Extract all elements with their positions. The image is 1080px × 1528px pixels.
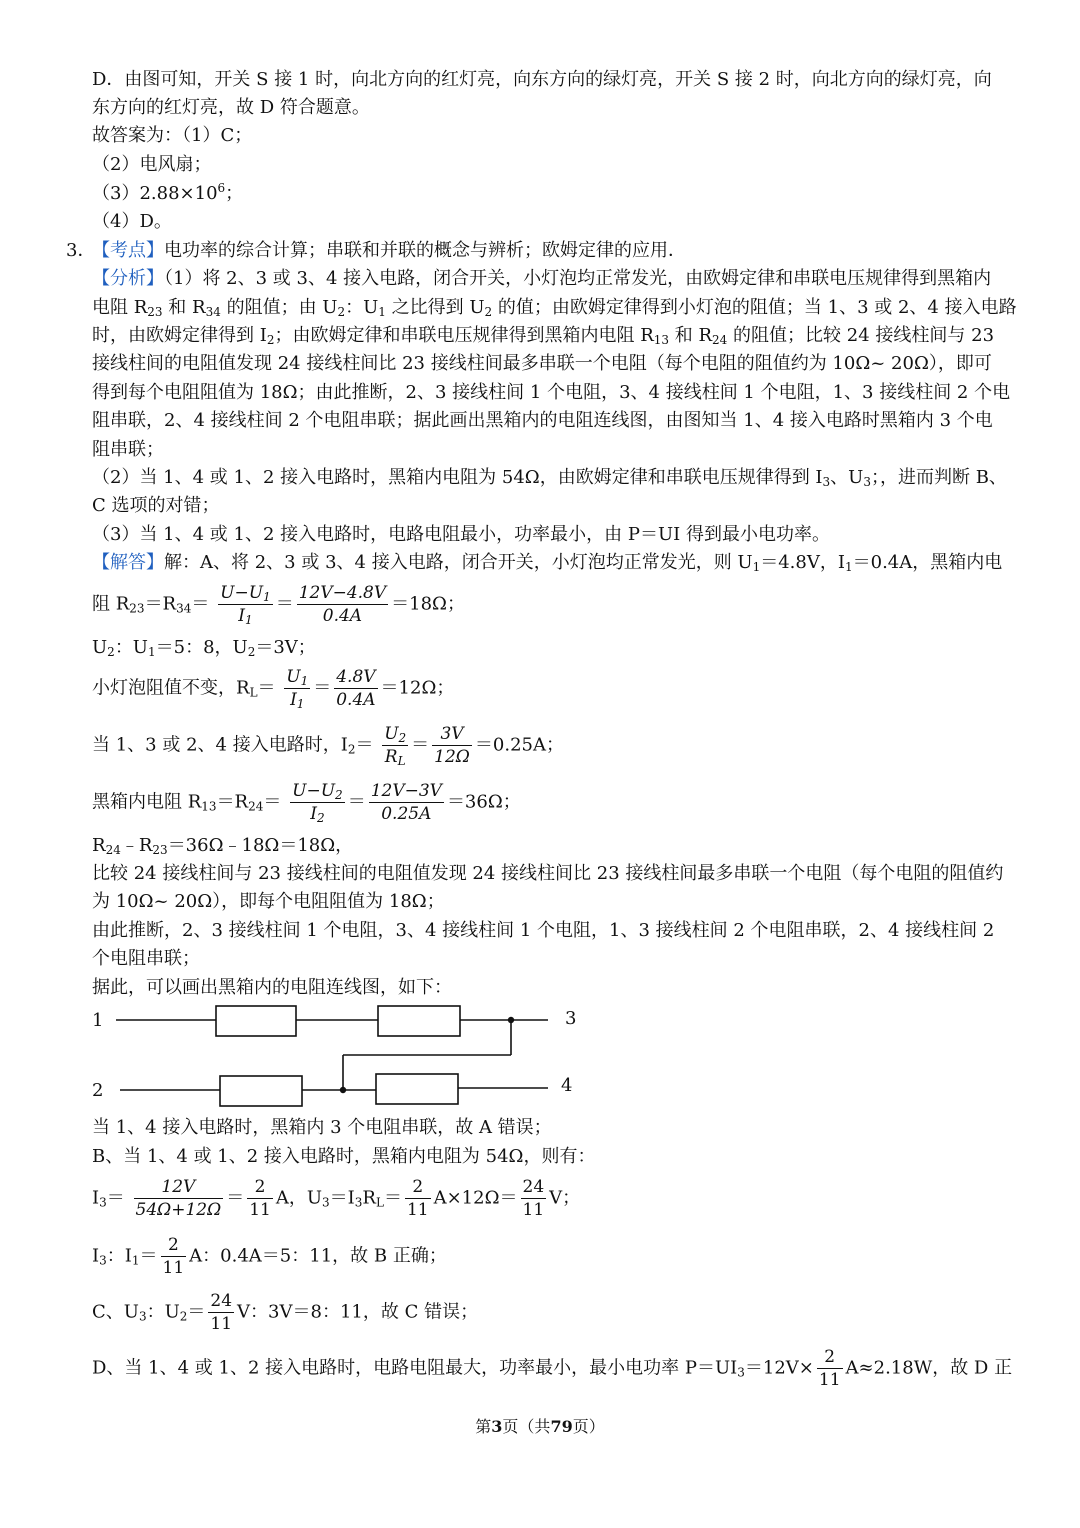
fenxi-line6: 阻串联，2、4 接线柱间 2 个电阻串联；据此画出黑箱内的电阻连线图，由图知当 1、4 接入电路时黑箱内 3 个电 [92,410,993,431]
text: U−U [292,781,336,801]
fraction [134,1176,224,1221]
text: 小灯泡阻值不变，R [92,677,250,699]
option-b-intro: B、当 1、4 或 1、2 接入电路时，黑箱内电阻为 54Ω，则有： [92,1146,596,1167]
text: ＝R [144,593,177,615]
text: 的阻值；比较 24 接线柱间与 23 [727,325,995,346]
fenxi-line3 [92,322,1022,350]
subscript: 1 [300,674,309,688]
text: I [92,1187,100,1209]
text: ＝ [139,1245,158,1267]
text: 之比得到 U [385,297,485,318]
answer-3-end: ； [225,183,244,204]
subscript: 1 [131,1253,140,1268]
fenxi-text1: （1）将 2、3 或 3、4 接入电路，闭合开关，小灯泡均正常发光，由欧姆定律和串联电压规律得到黑箱内 [164,268,992,289]
denominator: 0.25A [381,804,432,824]
terminal-1-label: 1 [92,1010,104,1031]
answer-3-exponent: 6 [217,181,226,195]
numerator: 2 [247,1176,273,1199]
text: ＝ [191,593,210,615]
text: ：U [146,1301,180,1323]
inference-line1: 由此推断，2、3 接线柱间 1 个电阻，3、4 接线柱间 1 个电阻，1、3 接线柱间 2 个电阻串联，2、4 接线柱间 2 [92,920,995,941]
text: ：U [114,637,148,658]
subscript: 2 [247,645,256,659]
equation-i3-ratio [92,1234,1022,1279]
numerator [290,780,345,803]
terminal-3-label: 3 [565,1008,577,1029]
denominator: 11 [162,1258,185,1278]
numerator [218,582,273,605]
subscript: 34 [176,601,192,616]
numerator [382,723,408,746]
page-number: 3 [491,1417,503,1436]
fenxi-line1 [92,265,1022,293]
text: A×12Ω＝ [433,1187,518,1209]
subscript: 1 [844,560,853,574]
text: ＝I [329,1187,355,1209]
fenxi-part2-line2: C 选项的对错； [92,495,220,516]
kaodian-line [92,237,1022,265]
subscript: 13 [653,333,670,347]
text: ＝R [216,791,249,813]
compare-line1: 比较 24 接线柱间与 23 接线柱间的电阻值发现 24 接线柱间比 23 接线柱间最多串联一个电阻（每个电阻的阻值约 [92,863,1004,884]
text: ＝0.4A，黑箱内电 [852,552,1003,573]
text: R [362,1187,376,1209]
subscript: 2 [335,788,343,802]
fenxi-line5: 得到每个电阻阻值为 18Ω；由此推断，2、3 接线柱间 1 个电阻，3、4 接线柱间 1 个电阻，1、3 接线柱间 2 个电 [92,382,1011,403]
fraction [218,582,273,627]
text: 和 R [669,325,713,346]
denominator [218,605,273,627]
numerator: 3V [432,723,472,746]
denominator: 54Ω+12Ω [135,1200,222,1220]
text: 的阻值；由 U [220,297,338,318]
text: I [290,690,297,710]
fraction [297,582,388,627]
subscript: 3 [354,1195,363,1210]
subscript: 24 [248,799,264,814]
fenxi-line7: 阻串联； [92,439,164,460]
fenxi-line4: 接线柱间的电阻值发现 24 接线柱间比 23 接线柱间最多串联一个电阻（每个电阻的阻值约为 10Ω~ 20Ω），即可 [92,353,992,374]
numerator: 2 [161,1234,187,1257]
resistor [378,1006,460,1036]
junction-dot [508,1017,514,1023]
subscript: 2 [398,731,407,745]
u-ratio-line [92,634,1022,662]
answer-summary-head: 故答案为：（1）C； [92,125,253,146]
text: ；由欧姆定律和串联电压规律得到黑箱内电阻 R [274,325,654,346]
fraction [521,1176,547,1221]
subscript: 3 [322,1195,330,1210]
subscript: 1 [147,645,156,659]
text: V； [549,1187,581,1209]
fenxi-part3: （3）当 1、4 或 1、2 接入电路时，电路电阻最小，功率最小，由 P＝UI 得到最小电功率。 [92,524,830,545]
answer-d-line2: 东方向的红灯亮，故 D 符合题意。 [92,97,370,118]
text: 黑箱内电阻 R [92,791,202,813]
fenxi-line2 [92,294,1022,322]
kaodian-text: 电功率的综合计算；串联和并联的概念与辨析；欧姆定律的应用． [164,240,686,261]
text: ＝18Ω； [391,593,465,615]
text: I [310,804,317,824]
subscript: 1 [752,560,761,574]
answer-d-line1: D．由图可知，开关 S 接 1 时，向北方向的红灯亮，向东方向的绿灯亮，开关 S 接 2 时，向北方向的绿灯亮，向 [92,69,992,90]
subscript: 23 [129,601,145,616]
text: ＝ [106,1187,125,1209]
subscript: 2 [316,811,325,825]
equation-r13: 黑箱内电阻 $R_{13}=R_{24}=$ $\frac{U-U_2}{I_2}$ ＝ $\frac{12V-3V}{0.25A}$ ＝36Ω； [92,781,521,825]
text: C、U [92,1301,139,1323]
denominator: 11 [522,1200,545,1220]
numerator: 2 [817,1346,843,1369]
terminal-4-label: 4 [561,1075,573,1096]
text: A：0.4A＝5：11，故 B 正确； [189,1245,447,1267]
fraction [334,666,377,711]
denominator: 11 [406,1200,429,1220]
subscript: 1 [296,697,305,711]
denominator: 0.4A [336,690,376,710]
subscript: 23 [147,305,163,319]
text: ﹣R [120,835,153,856]
text: ＝4.8V，I [760,552,845,573]
subscript: 2 [179,1309,188,1324]
numerator: 4.8V [336,667,376,687]
resistor [220,1076,302,1106]
text: 阻 R [92,593,130,615]
subscript: 3 [863,475,871,489]
numerator: 12V−3V [370,781,442,801]
text: V：3V＝8：11，故 C 错误； [237,1301,479,1323]
text: ＝0.25A； [474,734,564,756]
denominator: 0.4A [322,606,363,626]
text: ＝36Ω﹣18Ω＝18Ω， [167,835,354,856]
equation-r23: 阻 $R_{23}=R_{34}=$ $\frac{U-U_1}{I_1}$ ＝ $\frac{12V-4.8V}{0.4A}$ ＝18Ω； [92,583,465,627]
text: 页） [572,1417,605,1436]
subscript: 3 [737,1365,745,1380]
subscript: L [249,685,258,700]
text: ＝ [383,1187,402,1209]
fraction [284,666,310,711]
text: ＝ [187,1301,206,1323]
denominator: 11 [249,1200,271,1220]
terminal-2-label: 2 [92,1080,104,1101]
text: A，U [275,1187,323,1209]
subscript: 13 [201,799,217,814]
subscript: 1 [378,305,386,319]
text: 页（共 [502,1417,551,1436]
text: U [286,667,301,687]
text: ＝ [257,677,276,699]
compare-line2: 为 10Ω~ 20Ω），即每个电阻阻值为 18Ω； [92,891,445,912]
subscript: 2 [484,305,493,319]
fraction [382,723,408,768]
subscript: 1 [263,590,271,604]
answer-3 [92,180,1022,208]
answer-4: （4）D。 [92,211,172,232]
equation-min-power [92,1346,1022,1391]
text: ；，进而判断 B、 [870,467,1007,488]
equation-rl: 小灯泡阻值不变，$R_L=$ $\frac{U_1}{I_1}$ ＝ $\frac{4.8V}{0.4A}$ ＝12Ω； [92,667,455,711]
resistor [376,1074,458,1104]
subscript: 2 [337,305,346,319]
text: ＝36Ω； [446,791,521,813]
fraction [208,1290,234,1335]
equation-u3-ratio [92,1290,1022,1335]
text: ：U [345,297,379,318]
subscript: 2 [266,333,275,347]
subscript: 3 [822,475,831,489]
denominator [290,803,345,825]
text: ＝ [226,1187,245,1209]
answer-3-text: （3）2.88×10 [92,183,218,204]
text: I [238,606,245,626]
text: U−U [220,583,264,603]
text: U [384,724,399,744]
text: A≈2.18W，故 D 正 [845,1357,1013,1379]
text: 、U [830,467,864,488]
numerator: 2 [405,1176,431,1199]
denominator [284,689,310,711]
r-diff-line [92,832,1022,860]
draw-intro-line: 据此，可以画出黑箱内的电阻连线图，如下： [92,977,452,998]
text: ＝3V； [255,637,316,658]
text: ＝ [263,791,282,813]
subscript: L [375,1195,384,1210]
denominator: 11 [210,1314,233,1334]
text: 和 R [162,297,206,318]
equation-i2: 当 1、3 或 2、4 接入电路时，$I_2=$ $\frac{U_2}{R_L}$ ＝ $\frac{3V}{12\Omega}$ ＝0.25A； [92,724,564,768]
text: ＝ [355,734,374,756]
text: 当 1、3 或 2、4 接入电路时，I [92,734,348,756]
fraction [817,1346,843,1391]
jieda-line1 [92,549,1022,577]
text: （2）当 1、4 或 1、2 接入电路时，黑箱内电阻为 54Ω，由欧姆定律和串联电压规律得到 I [92,467,823,488]
answer-2: （2）电风扇； [92,154,212,175]
numerator: 24 [522,1177,545,1197]
denominator [382,746,408,768]
total-pages: 79 [550,1417,573,1436]
text: 第 [475,1417,492,1436]
text: D、当 1、4 或 1、2 接入电路时，电路电阻最大，功率最小，最小电功率 P＝UI [92,1357,738,1379]
denominator: 12Ω [434,747,470,767]
subscript: 23 [152,843,168,857]
fraction [369,780,444,825]
fraction [247,1176,273,1221]
question-number: 3． [66,240,96,261]
text: R [92,835,106,856]
subscript: 3 [99,1195,107,1210]
numerator: 12V [134,1176,224,1199]
jieda-tag: 【解答】 [92,552,164,573]
subscript: 3 [138,1309,147,1324]
numerator: 24 [210,1291,233,1311]
equation-i3-u3 [92,1176,1022,1221]
subscript: 2 [107,645,115,659]
text: ＝5：8，U [155,637,248,658]
fenxi-tag: 【分析】 [92,268,164,289]
fraction [405,1176,431,1221]
text: 解：A、将 2、3 或 3、4 接入电路，闭合开关，小灯泡均正常发光，则 U [164,552,753,573]
kaodian-tag: 【考点】 [92,240,164,261]
text: 时，由欧姆定律得到 I [92,325,267,346]
inference-line2: 个电阻串联； [92,948,200,969]
text: ＝12Ω； [380,677,455,699]
subscript: 1 [244,613,253,627]
fraction [161,1234,187,1279]
junction-dot [340,1087,346,1093]
subscript: L [397,754,406,768]
text: ：I [106,1245,132,1267]
text: R [384,747,398,767]
numerator: 12V−4.8V [298,583,387,603]
option-a-conclusion: 当 1、4 接入电路时，黑箱内 3 个电阻串联，故 A 错误； [92,1117,552,1138]
subscript: 3 [99,1253,107,1268]
text: I [92,1245,100,1267]
resistor-circuit-diagram [80,1000,580,1110]
fraction [290,780,345,825]
fraction [432,723,472,768]
text: ＝12V× [744,1357,814,1379]
fenxi-part2-line1 [92,464,1022,492]
numerator [284,666,310,689]
text: 的值；由欧姆定律得到小灯泡的阻值；当 1、3 或 2、4 接入电路 [492,297,1017,318]
denominator: 11 [818,1370,841,1390]
subscript: 24 [712,333,728,347]
subscript: 24 [105,843,121,857]
subscript: 34 [205,305,221,319]
page-footer [0,1416,1080,1438]
text: 电阻 R [92,297,148,318]
text: U [92,637,108,658]
subscript: 2 [347,742,356,757]
resistor [216,1006,296,1036]
